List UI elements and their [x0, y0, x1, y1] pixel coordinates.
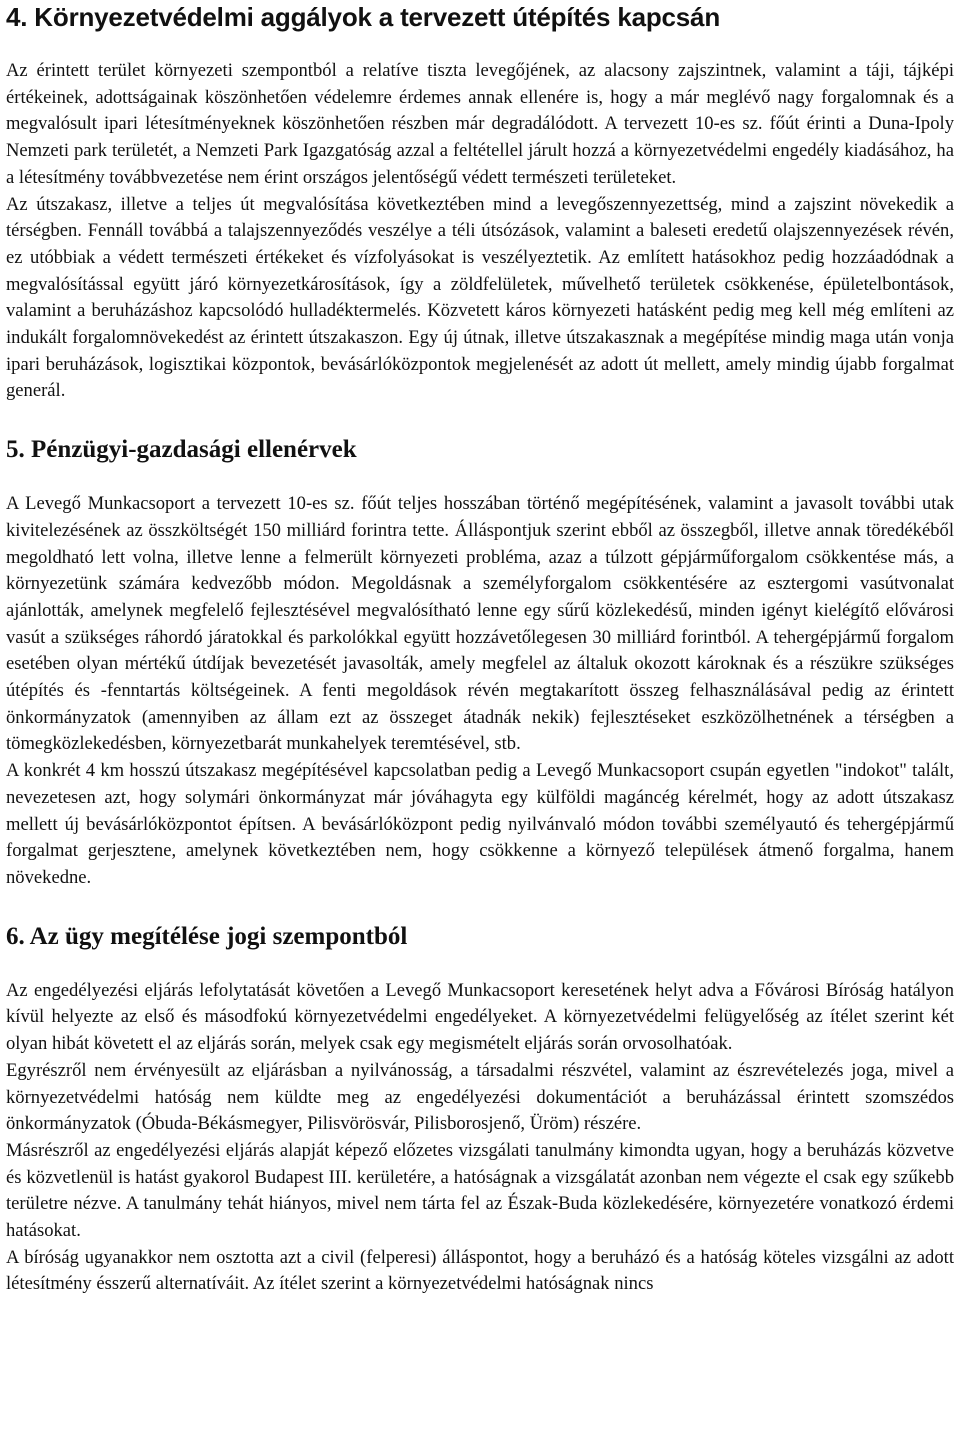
section-4-heading: 4. Környezetvédelmi aggályok a tervezett útépítés kapcsán [6, 2, 720, 32]
section-4 [6, 2, 954, 405]
section-5-body [6, 491, 954, 892]
section-4-body [6, 58, 954, 405]
section-6-heading: 6. Az ügy megítélése jogi szempontból [6, 922, 408, 950]
paragraph: Az érintett terület környezeti szempontból a relatíve tiszta levegőjének, az alacsony zajszintnek, valamint a táji, tájképi értékeinek, adottságainak köszönhetően védelemre érdemes annak ellenére is, hogy a már meglévő nagy forgalomnak és a megvalósult ipari létesítményeknek köszönhetően részben már degradálódott. A tervezett 10-es sz. főút érinti a Duna-Ipoly Nemzeti park területét, a Nemzeti Park Igazgatóság azzal a feltétellel járult hozzá a környezetvédelmi engedély kiadásához, ha a létesítmény továbbvezetése nem érint országos jelentőségű védett természeti területeket. [6, 60, 954, 188]
paragraph: Egyrészről nem érvényesült az eljárásban a nyilvánosság, a társadalmi részvétel, valamint az észrevételezés joga, mivel a környezetvédelmi hatóság nem küldte meg az engedélyezési dokumentációt a beruházással érintett szomszédos önkormányzatok (Óbuda-Békásmegyer, Pilisvörösvár, Pilisborosjenő, Üröm) részére. [6, 1059, 954, 1135]
paragraph: Az útszakasz, illetve a teljes út megvalósítása következtében mind a levegőszennyezettség, mind a zajszint növekedik a térségben. Fennáll továbbá a talajszennyeződés veszélye a téli útsózások, valamint a baleseti eredetű olajszennyezések révén, ez utóbbiak a védett természeti értékeket és vízfolyásokat is veszélyeztetik. Az említett hatásokhoz pedig hozzáadódnak a megvalósítással együtt járó környezetkárosítások, így a zöldfelületek, művelhető területek csökkenése, épületelbontások, valamint a beruházáshoz kapcsolódó hulladéktermelés. Közvetett káros környezeti hatásként pedig meg kell még említeni az indukált forgalomnövekedést az érintett útszakaszon. Egy új útnak, illetve útszakasznak a megépítése mindig maga után vonja ipari beruházások, logisztikai központok, bevásárlóközpontok megjelenését az adott út mellett, amely mindig újabb forgalmat generál. [6, 193, 954, 402]
paragraph: A bíróság ugyanakkor nem osztotta azt a civil (felperesi) álláspontot, hogy a beruházó és a hatóság köteles vizsgálni az adott létesítmény ésszerű alternatíváit. Az ítélet szerint a környezetvédelmi hatóságnak nincs [6, 1246, 954, 1295]
paragraph: A Levegő Munkacsoport a tervezett 10-es sz. főút teljes hosszában történő megépítésének, valamint a javasolt további utak kivitelezésének az összköltségét 150 milliárd forintra tette. Álláspontjuk szerint ebből az összegből, illetve annak töredékéből megoldható lett volna, illetve lenne a felmerült környezeti probléma, azaz a túlzott gépjárműforgalom csökkentése más, a környezetünk számára kedvezőbb módon. Megoldásnak a személyforgalom csökkentésére az esztergomi vasútvonalat ajánlották, amelynek megfelelő fejlesztésével megvalósítható lenne egy sűrű közlekedésű, minden igényt kielégítő elővárosi vasút a szükséges ráhordó járatokkal és parkolókkal együtt hozzávetőlegesen 30 milliárd forintból. A tehergépjármű forgalom esetében olyan mértékű útdíjak bevezetését javasolták, amely megfelel az általuk okozott károknak és a részükre szükséges útépítés és -fenntartás költségeinek. A fenti megoldások révén megtakarított összeg felhasználásával pedig az érintett önkormányzatok (amennyiben az állam ezt az összeget átadnák nekik) fejlesztéseket eszközölhetnének a térségben a tömegközlekedésben, környezetbarát munkahelyek teremtésével, stb. [6, 493, 954, 755]
section-5-heading: 5. Pénzügyi-gazdasági ellenérvek [6, 436, 357, 464]
paragraph: A konkrét 4 km hosszú útszakasz megépítésével kapcsolatban pedig a Levegő Munkacsoport csupán egyetlen "indokot" talált, nevezetesen azt, hogy solymári önkormányzat már jóváhagyta egy külföldi magáncég kérelmét, hogy az adott útszakasz mellett új bevásárlóközpontot építsen. A bevásárlóközpont pedig nyilvánvaló módon további személyautó és tehergépjármű forgalmat gerjesztene, amelynek következtében nem, hogy csökkenne a környező települések átmenő forgalma, hanem növekedne. [6, 760, 954, 888]
section-6 [6, 922, 954, 1298]
section-6-body [6, 978, 954, 1298]
paragraph: Másrészről az engedélyezési eljárás alapját képező előzetes vizsgálati tanulmány kimondta ugyan, hogy a beruházás közvetve és közvetlenül is hatást gyakorol Budapest III. kerületére, a hatóságnak a vizsgálatát azonban nem végezte el csak egy szűkebb területre nézve. A tanulmány tehát hiányos, mivel nem tárta fel az Észak-Buda közlekedésére, környezetére vonatkozó érdemi hatásokat. [6, 1139, 954, 1242]
paragraph: Az engedélyezési eljárás lefolytatását követően a Levegő Munkacsoport keresetének helyt adva a Fővárosi Bíróság hatályon kívül helyezte az első és másodfokú környezetvédelmi engedélyeket. A környezetvédelmi felügyelőség az ítélet szerint két olyan hibát követett el az eljárás során, melyek csak egy megismételt eljárás során orvosolhatóak. [6, 979, 954, 1055]
section-5 [6, 435, 954, 892]
